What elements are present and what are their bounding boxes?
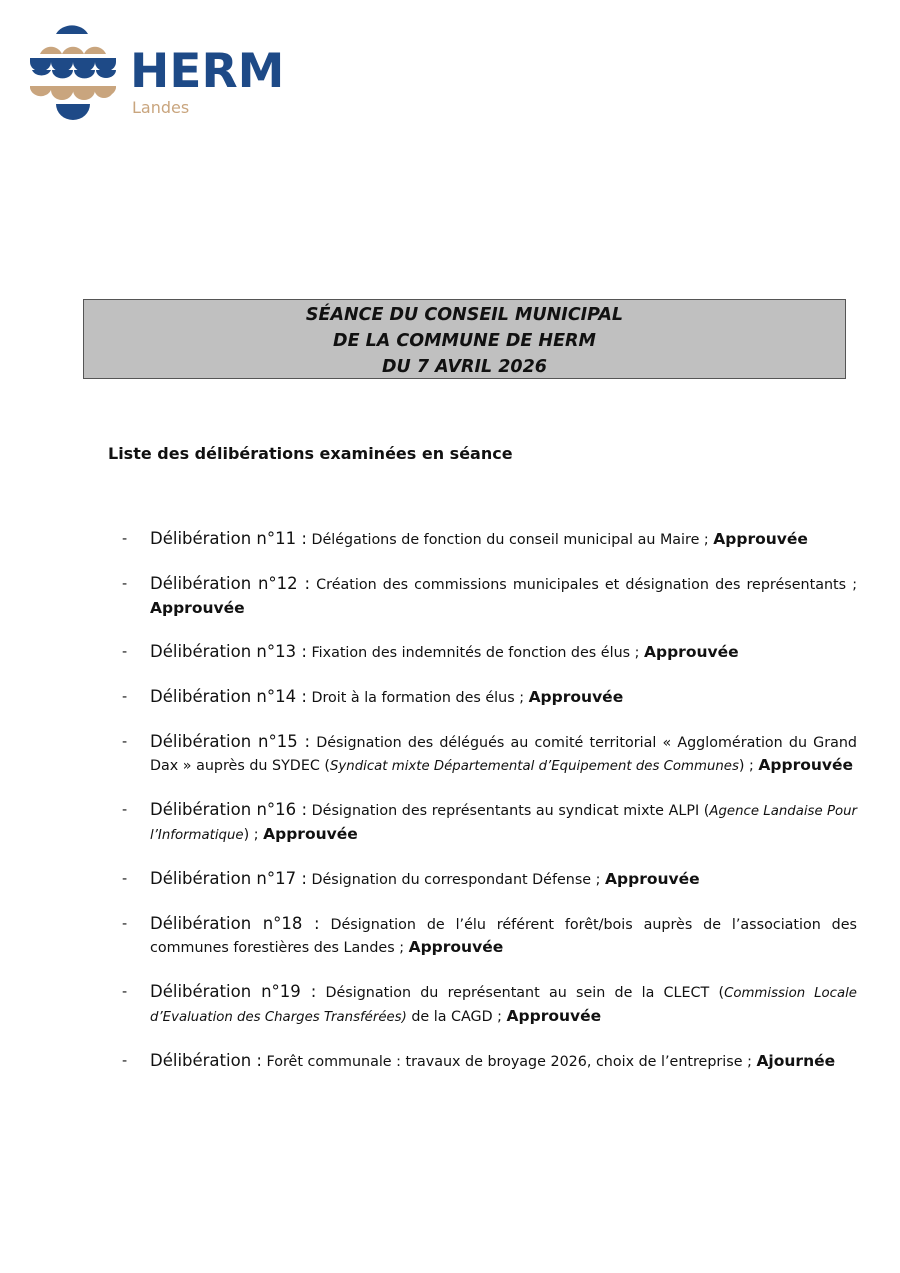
list-dash: - — [122, 1053, 128, 1069]
session-title-line: SÉANCE DU CONSEIL MUNICIPAL — [305, 305, 624, 325]
list-heading: Liste des délibérations examinées en séance — [108, 444, 513, 463]
deliberation-number: Délibération n°12 : — [150, 574, 311, 593]
deliberation-italic: Agence Landaise Pour l’Informatique — [150, 804, 858, 843]
logo-title: HERM — [130, 44, 285, 99]
deliberation-status: Approuvée — [605, 870, 700, 888]
waves-emblem-icon — [30, 18, 120, 124]
deliberation-item — [120, 868, 857, 892]
deliberation-item — [120, 686, 857, 710]
deliberation-item — [120, 913, 857, 960]
deliberation-item — [120, 1050, 857, 1074]
list-dash: - — [122, 984, 128, 1000]
deliberation-text: Désignation des représentants au syndicat mixte ALPI ( — [307, 803, 710, 819]
deliberation-number: Délibération n°16 : — [150, 800, 308, 819]
deliberation-number: Délibération n°14 : — [150, 687, 307, 706]
deliberation-text: Forêt communale : travaux de broyage 2026, choix de l’entreprise ; — [261, 1054, 757, 1070]
deliberation-status: Approuvée — [408, 938, 504, 956]
list-dash: - — [122, 689, 128, 705]
deliberation-number: Délibération n°19 : — [150, 982, 317, 1001]
deliberation-item — [120, 981, 857, 1029]
list-dash: - — [122, 916, 128, 932]
deliberation-text: Désignation des délégués au comité territorial « Agglomération du Grand Dax » auprès du SYDEC ( — [150, 735, 857, 774]
deliberation-status: Approuvée — [506, 1007, 602, 1025]
deliberation-item — [120, 573, 857, 620]
deliberation-status: Approuvée — [758, 756, 854, 774]
list-dash: - — [122, 734, 128, 750]
deliberation-status: Approuvée — [643, 643, 739, 661]
list-dash: - — [122, 531, 128, 547]
deliberation-italic: Commission Locale d’Evaluation des Charges Transférées) — [150, 986, 857, 1025]
deliberation-number: Délibération : — [150, 1051, 262, 1070]
deliberation-after: ) ; — [243, 827, 264, 843]
deliberation-text: Désignation du correspondant Défense ; — [306, 872, 606, 888]
deliberation-item — [120, 528, 857, 552]
deliberation-number: Délibération n°18 : — [150, 914, 320, 933]
deliberation-status: Approuvée — [528, 688, 624, 706]
list-dash: - — [122, 644, 128, 660]
list-dash: - — [122, 802, 128, 818]
deliberation-item — [120, 641, 857, 665]
deliberation-text: Délégations de fonction du conseil municipal au Maire ; — [306, 532, 714, 548]
deliberation-after: ) ; — [738, 758, 759, 774]
deliberation-item — [120, 799, 857, 847]
deliberation-text: Fixation des indemnités de fonction des élus ; — [306, 645, 644, 661]
list-dash: - — [122, 576, 128, 592]
deliberation-status: Approuvée — [263, 825, 358, 843]
deliberation-number: Délibération n°13 : — [150, 642, 307, 661]
session-title-line: DE LA COMMUNE DE HERM — [333, 331, 596, 351]
deliberation-text: Désignation du représentant au sein de la CLECT ( — [316, 985, 725, 1001]
session-date: DU 7 AVRIL 2026 — [382, 357, 547, 377]
deliberation-after: de la CAGD ; — [406, 1009, 507, 1025]
deliberation-list — [120, 528, 857, 1074]
session-title-box — [83, 299, 846, 379]
deliberation-text: Création des commissions municipales et désignation des représentants ; — [310, 577, 858, 593]
deliberation-status: Ajournée — [756, 1052, 836, 1070]
deliberation-status: Approuvée — [713, 530, 808, 548]
deliberation-number: Délibération n°15 : — [150, 732, 311, 751]
deliberation-status: Approuvée — [150, 599, 245, 617]
deliberation-item — [120, 731, 857, 778]
deliberation-number: Délibération n°11 : — [150, 529, 307, 548]
deliberation-italic: Syndicat mixte Départemental d’Equipement des Communes — [329, 759, 739, 774]
deliberation-text: Désignation de l’élu référent forêt/bois auprès de l’association des communes forestières des Landes ; — [150, 917, 858, 956]
logo-subtitle: Landes — [132, 98, 190, 117]
deliberation-text: Droit à la formation des élus ; — [306, 690, 529, 706]
herm-logo — [30, 18, 290, 124]
deliberation-number: Délibération n°17 : — [150, 869, 307, 888]
list-dash: - — [122, 871, 128, 887]
